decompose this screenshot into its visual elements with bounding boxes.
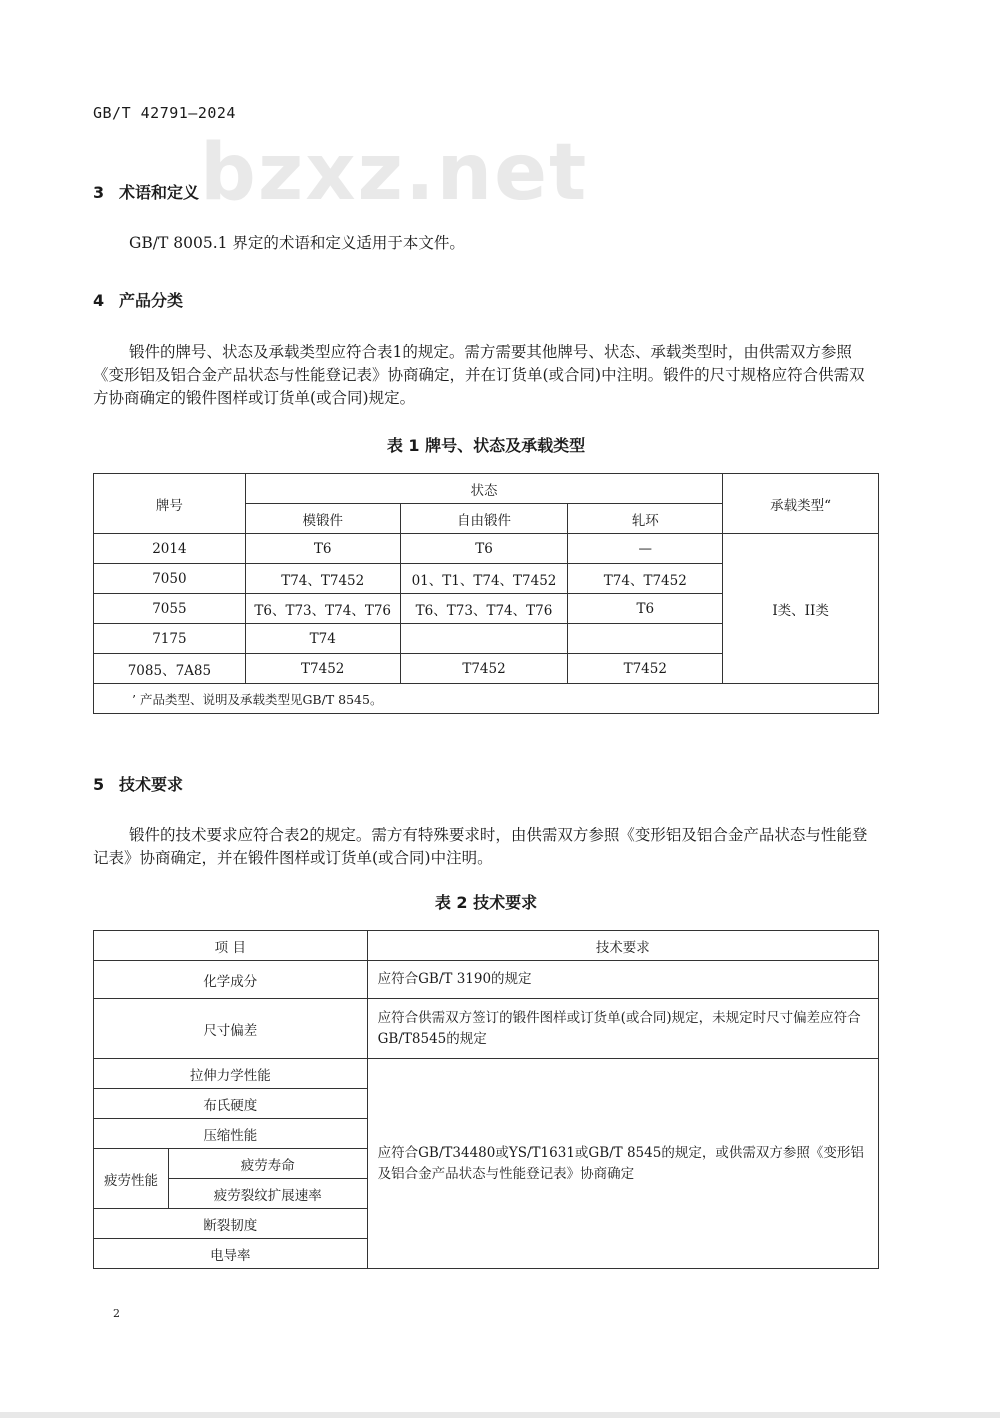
- table-row: 化学成分 应符合GB/T 3190的规定: [94, 961, 879, 999]
- table-2-caption: 表 2 技术要求: [434, 893, 538, 912]
- header-free-forging: 自由锻件: [400, 504, 568, 534]
- page-bottom-edge: [0, 1412, 1000, 1418]
- page-number: 2: [113, 1307, 120, 1320]
- table-1: [93, 473, 879, 714]
- header-item: 项 目: [94, 931, 368, 961]
- header-rolled-ring: 轧环: [568, 504, 723, 534]
- standard-number: GB/T 42791—2024: [93, 104, 236, 122]
- table-row: 7050 T74、T7452 01、T1、T74、T7452 T74、T7452: [94, 564, 879, 594]
- table-row: 断裂韧度: [94, 1209, 879, 1239]
- table-row: 7085、7A85 T7452 T7452 T7452: [94, 654, 879, 684]
- table-row: 7175 T74: [94, 624, 879, 654]
- section-4-text: 锻件的牌号、状态及承载类型应符合表1的规定。需方需要其他牌号、状态、承载类型时，由供需双方参照《变形铝及铝合金产品状态与性能登记表》协商确定，并在订货单(或合同)中注明。锻件的尺寸规格应符合供需双方协商确定的锻件图样或订货单(或合同)规定。: [93, 343, 865, 407]
- table-1-footnote: ’ 产品类型、说明及承载类型见GB/T 8545。: [94, 684, 879, 714]
- table-row: 疲劳性能 疲劳寿命: [94, 1149, 879, 1179]
- section-5-text: 锻件的技术要求应符合表2的规定。需方有特殊要求时，由供需双方参照《变形铝及铝合金产品状态与性能登记表》协商确定，并在锻件图样或订货单(或合同)中注明。: [93, 826, 868, 867]
- header-load-type: 承载类型“: [723, 474, 879, 534]
- header-requirement: 技术要求: [367, 931, 878, 961]
- table-2: [93, 930, 879, 1269]
- table-row: 电导率: [94, 1239, 879, 1269]
- table-row: 7055 T6、T73、T74、T76 T6、T73、T74、T76 T6: [94, 594, 879, 624]
- table-1-caption: 表 1 牌号、状态及承载类型: [386, 436, 586, 455]
- fatigue-group: 疲劳性能: [94, 1149, 169, 1209]
- section-3-text: GB/T 8005.1 界定的术语和定义适用于本文件。: [129, 234, 465, 252]
- table-row: 尺寸偏差 应符合供需双方签订的锻件图样或订货单(或合同)规定，未规定时尺寸偏差应符合GB/T8545的规定: [94, 999, 879, 1059]
- table-row: 拉伸力学性能 应符合GB/T34480或YS/T1631或GB/T 8545的规定，或供需双方参照《变形铝及铝合金产品状态与性能登记表》协商确定: [94, 1059, 879, 1089]
- header-state: 状态: [245, 474, 722, 504]
- section-3-heading: 3 术语和定义: [93, 183, 200, 202]
- watermark: bzxz.net: [200, 128, 589, 218]
- section-4-heading: 4 产品分类: [93, 291, 184, 310]
- table-row: 压缩性能: [94, 1119, 879, 1149]
- table-row: 布氏硬度: [94, 1089, 879, 1119]
- header-grade: 牌号: [94, 474, 246, 534]
- header-die-forging: 模锻件: [245, 504, 400, 534]
- table-row: 疲劳裂纹扩展速率: [94, 1179, 879, 1209]
- merged-requirement: 应符合GB/T34480或YS/T1631或GB/T 8545的规定，或供需双方参照《变形铝及铝合金产品状态与性能登记表》协商确定: [367, 1059, 878, 1269]
- load-type-value: I类、II类: [723, 534, 879, 684]
- table-row: 2014 T6 T6 — I类、II类: [94, 534, 879, 564]
- section-5-heading: 5 技术要求: [93, 775, 184, 794]
